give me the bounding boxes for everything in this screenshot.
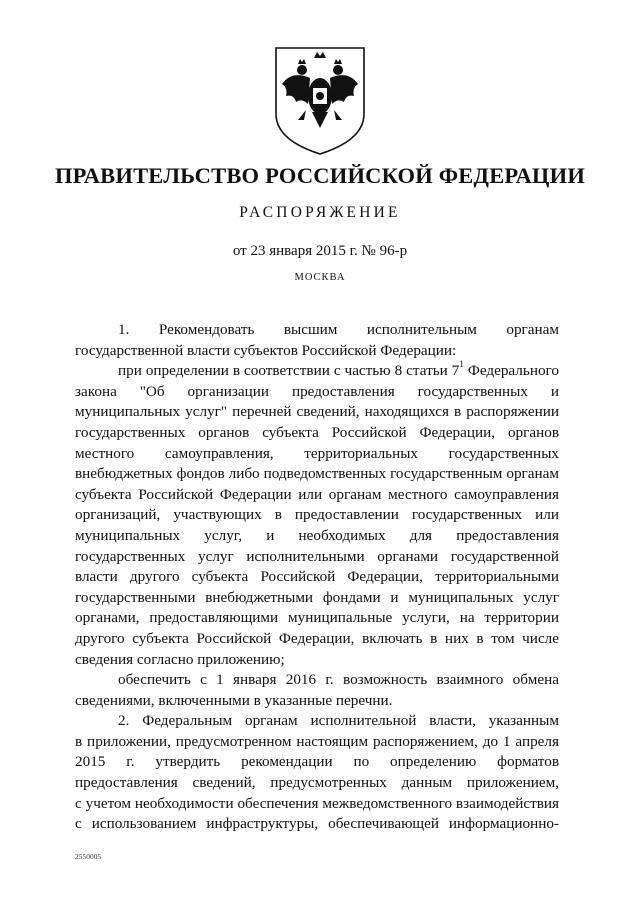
paragraph-line: субъекта Российской Федерации или органам местного самоуправления — [75, 485, 559, 503]
paragraph-line: внебюджетных фондов либо подведомственных государственным органам — [75, 465, 559, 483]
paragraph-line: с учетом необходимости обеспечения межведомственного взаимодействия — [75, 794, 559, 812]
paragraph-line: 2015 г. утвердить рекомендации по определению форматов — [75, 753, 559, 771]
russian-coat-of-arms-icon — [270, 44, 370, 156]
paragraph-line: государственных органов субъекта Российской Федерации, органов — [75, 423, 559, 441]
government-title: ПРАВИТЕЛЬСТВО РОССИЙСКОЙ ФЕДЕРАЦИИ — [54, 163, 586, 188]
paragraph-line: закона "Об организации предоставления государственных и — [75, 382, 559, 400]
paragraph-line: местного самоуправления, территориальных государственных — [75, 444, 559, 462]
document-code: 2550005 — [75, 852, 102, 861]
paragraph-line: организаций, участвующих в предоставлении государственных или — [75, 506, 559, 524]
paragraph-line: власти другого субъекта Российской Федерации, территориальными — [75, 568, 559, 586]
paragraph-line: с использованием инфраструктуры, обеспечивающей информационно- — [75, 815, 559, 833]
document-body — [75, 320, 559, 835]
paragraph-line: другого субъекта Российской Федерации, включать в них в том числе — [75, 629, 559, 647]
paragraph-line: муниципальных услуг" перечней сведений, находящихся в распоряжении — [75, 403, 559, 421]
document-date-number: от 23 января 2015 г. № 96-р — [232, 243, 408, 259]
paragraph-line: при определении в соответствии с частью 8 статьи $7^1$ Федерального — [118, 359, 559, 380]
document-type: РАСПОРЯЖЕНИЕ — [239, 204, 401, 221]
paragraph-line: 1. Рекомендовать высшим исполнительным органам — [118, 321, 559, 338]
paragraph-line: сведениями, включенными в указанные перечни. — [75, 691, 393, 709]
paragraph-line: предоставления сведений, предусмотренных данным приложением, — [75, 774, 559, 792]
paragraph-line: муниципальных услуг, и необходимых для предоставления — [75, 526, 559, 544]
paragraph-line: государственных услуг исполнительными органами государственной — [75, 547, 559, 565]
paragraph-line: сведения согласно приложению; — [75, 650, 285, 668]
document-city: МОСКВА — [294, 272, 346, 283]
paragraph-line: органами, предоставляющими муниципальные услуги, на территории — [75, 609, 559, 627]
paragraph-line: государственными внебюджетными фондами и муниципальных услуг — [75, 588, 559, 606]
paragraph-line: государственной власти субъектов Российской Федерации: — [75, 341, 457, 359]
paragraph-line: 2. Федеральным органам исполнительной власти, указанным — [118, 712, 559, 730]
paragraph-line: в приложении, предусмотренном настоящим распоряжением, до 1 апреля — [75, 732, 559, 750]
paragraph-line: обеспечить с 1 января 2016 г. возможность взаимного обмена — [118, 671, 559, 689]
